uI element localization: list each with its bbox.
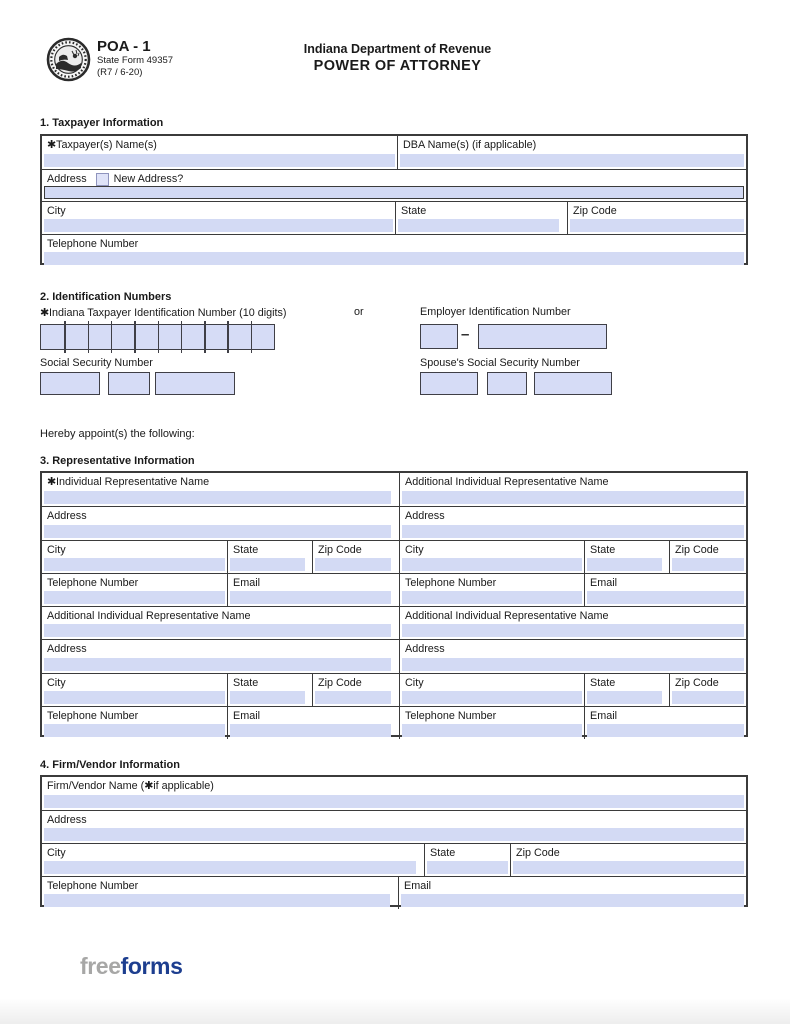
rep3-address-label: Address (47, 643, 87, 656)
rep1-email-input[interactable] (230, 591, 391, 604)
section2-heading: 2. Identification Numbers (40, 291, 172, 303)
spouse-ssn-box-2-input[interactable] (487, 372, 527, 395)
firm-name-label: Firm/Vendor Name (✱if applicable) (47, 780, 214, 792)
rep2-phone-input[interactable] (402, 591, 582, 604)
rep4-city-input[interactable] (402, 691, 582, 704)
rep1-zip-input[interactable] (315, 558, 391, 571)
rep2-name-input[interactable] (402, 491, 744, 504)
rep1-city-input[interactable] (44, 558, 225, 571)
rep3-email-input[interactable] (230, 724, 391, 737)
new-address-label: New Address? (113, 173, 184, 185)
rep1-name-input[interactable] (44, 491, 391, 504)
freeforms-logo (80, 953, 183, 980)
ssn-box-3-input[interactable] (155, 372, 235, 395)
rep4-zip-label: Zip Code (675, 676, 719, 689)
rep1-name-label: ✱Individual Representative Name (47, 476, 210, 488)
rep1-address-label: Address (47, 510, 87, 523)
rep2-zip-input[interactable] (672, 558, 744, 571)
address-label: Address (47, 173, 87, 185)
rep3-email-label: Email (233, 709, 260, 722)
firm-city-input[interactable] (44, 861, 416, 874)
dba-name-label: DBA Name(s) (if applicable) (403, 139, 537, 151)
rep3-city-label: City (47, 676, 66, 689)
indiana-state-seal-icon (46, 37, 91, 82)
firm-state-label: State (430, 847, 456, 859)
spouse-ssn-box-1-input[interactable] (420, 372, 478, 395)
rep2-name-label: Additional Individual Representative Name (405, 476, 609, 488)
firm-name-input[interactable] (44, 795, 744, 808)
firm-vendor-info-table (40, 775, 748, 907)
zip-label: Zip Code (573, 205, 617, 217)
itin-comb-input[interactable] (40, 324, 275, 350)
itin-label: ✱Indiana Taxpayer Identification Number (10 digits) (40, 307, 287, 319)
rep4-state-label: State (590, 676, 616, 689)
firm-state-input[interactable] (427, 861, 508, 874)
or-label: or (354, 306, 364, 318)
firm-phone-label: Telephone Number (47, 880, 139, 892)
rep4-city-label: City (405, 676, 424, 689)
section3-heading: 3. Representative Information (40, 455, 195, 467)
form-number: State Form 49357 (97, 54, 174, 66)
rep1-city-label: City (47, 543, 66, 556)
rep1-email-label: Email (233, 576, 260, 589)
rep2-state-label: State (590, 543, 616, 556)
rep2-address-input[interactable] (402, 525, 744, 538)
rep4-name-input[interactable] (402, 624, 744, 637)
city-label: City (47, 205, 66, 217)
taxpayer-state-input[interactable] (398, 219, 559, 232)
rep3-address-input[interactable] (44, 658, 391, 671)
rep2-email-label: Email (590, 576, 617, 589)
section1-heading: 1. Taxpayer Information (40, 117, 164, 129)
firm-zip-label: Zip Code (516, 847, 560, 859)
firm-city-label: City (47, 847, 66, 859)
taxpayer-phone-input[interactable] (44, 252, 744, 265)
taxpayer-address-input[interactable] (44, 186, 744, 199)
page-title: POWER OF ATTORNEY (313, 58, 482, 74)
agency-name: Indiana Department of Revenue (303, 42, 492, 56)
firm-address-label: Address (47, 814, 87, 826)
rep2-address-label: Address (405, 510, 445, 523)
taxpayer-name-label: ✱Taxpayer(s) Name(s) (47, 139, 157, 151)
taxpayer-city-input[interactable] (44, 219, 393, 232)
taxpayer-name-input[interactable] (44, 154, 395, 167)
section4-heading: 4. Firm/Vendor Information (40, 759, 180, 771)
form-revision: (R7 / 6-20) (97, 66, 143, 78)
rep3-name-label: Additional Individual Representative Name (47, 610, 251, 622)
rep4-email-label: Email (590, 709, 617, 722)
rep1-phone-label: Telephone Number (47, 576, 139, 589)
rep2-zip-label: Zip Code (675, 543, 719, 556)
rep4-zip-input[interactable] (672, 691, 744, 704)
rep4-state-input[interactable] (587, 691, 662, 704)
appoint-text: Hereby appoint(s) the following: (40, 428, 195, 440)
rep3-city-input[interactable] (44, 691, 225, 704)
form-code: POA - 1 (97, 38, 151, 55)
dba-name-input[interactable] (400, 154, 744, 167)
firm-email-label: Email (404, 880, 431, 892)
rep2-phone-label: Telephone Number (405, 576, 497, 589)
state-label: State (401, 205, 427, 217)
ssn-box-2-input[interactable] (108, 372, 150, 395)
rep3-name-input[interactable] (44, 624, 391, 637)
taxpayer-info-table (40, 134, 748, 265)
rep4-email-input[interactable] (587, 724, 744, 737)
rep4-address-input[interactable] (402, 658, 744, 671)
ein-prefix-input[interactable] (420, 324, 458, 349)
ssn-label: Social Security Number (40, 357, 153, 369)
brand-free-text: free (80, 953, 121, 979)
firm-phone-input[interactable] (44, 894, 390, 907)
taxpayer-zip-input[interactable] (570, 219, 744, 232)
rep2-email-input[interactable] (587, 591, 744, 604)
ein-separator: – (461, 326, 470, 343)
rep4-phone-label: Telephone Number (405, 709, 497, 722)
ein-label: Employer Identification Number (420, 306, 571, 318)
rep3-phone-input[interactable] (44, 724, 225, 737)
rep4-address-label: Address (405, 643, 445, 656)
spouse-ssn-box-3-input[interactable] (534, 372, 612, 395)
rep3-zip-input[interactable] (315, 691, 391, 704)
rep1-state-label: State (233, 543, 259, 556)
firm-address-input[interactable] (44, 828, 744, 841)
new-address-checkbox[interactable] (96, 173, 109, 186)
rep3-zip-label: Zip Code (318, 676, 362, 689)
spouse-ssn-label: Spouse's Social Security Number (420, 357, 580, 369)
rep1-zip-label: Zip Code (318, 543, 362, 556)
rep1-address-input[interactable] (44, 525, 391, 538)
rep1-state-input[interactable] (230, 558, 305, 571)
rep2-city-label: City (405, 543, 424, 556)
firm-zip-input[interactable] (513, 861, 744, 874)
firm-email-input[interactable] (401, 894, 744, 907)
rep3-state-input[interactable] (230, 691, 305, 704)
representative-info-table (40, 471, 748, 737)
rep2-state-input[interactable] (587, 558, 662, 571)
rep4-phone-input[interactable] (402, 724, 582, 737)
rep3-phone-label: Telephone Number (47, 709, 139, 722)
rep1-phone-input[interactable] (44, 591, 225, 604)
rep3-state-label: State (233, 676, 259, 689)
rep4-name-label: Additional Individual Representative Name (405, 610, 609, 622)
ein-main-input[interactable] (478, 324, 607, 349)
phone-label: Telephone Number (47, 238, 139, 250)
rep2-city-input[interactable] (402, 558, 582, 571)
page-bottom-shadow (0, 998, 790, 1024)
brand-forms-text: forms (120, 953, 183, 979)
ssn-box-1-input[interactable] (40, 372, 100, 395)
